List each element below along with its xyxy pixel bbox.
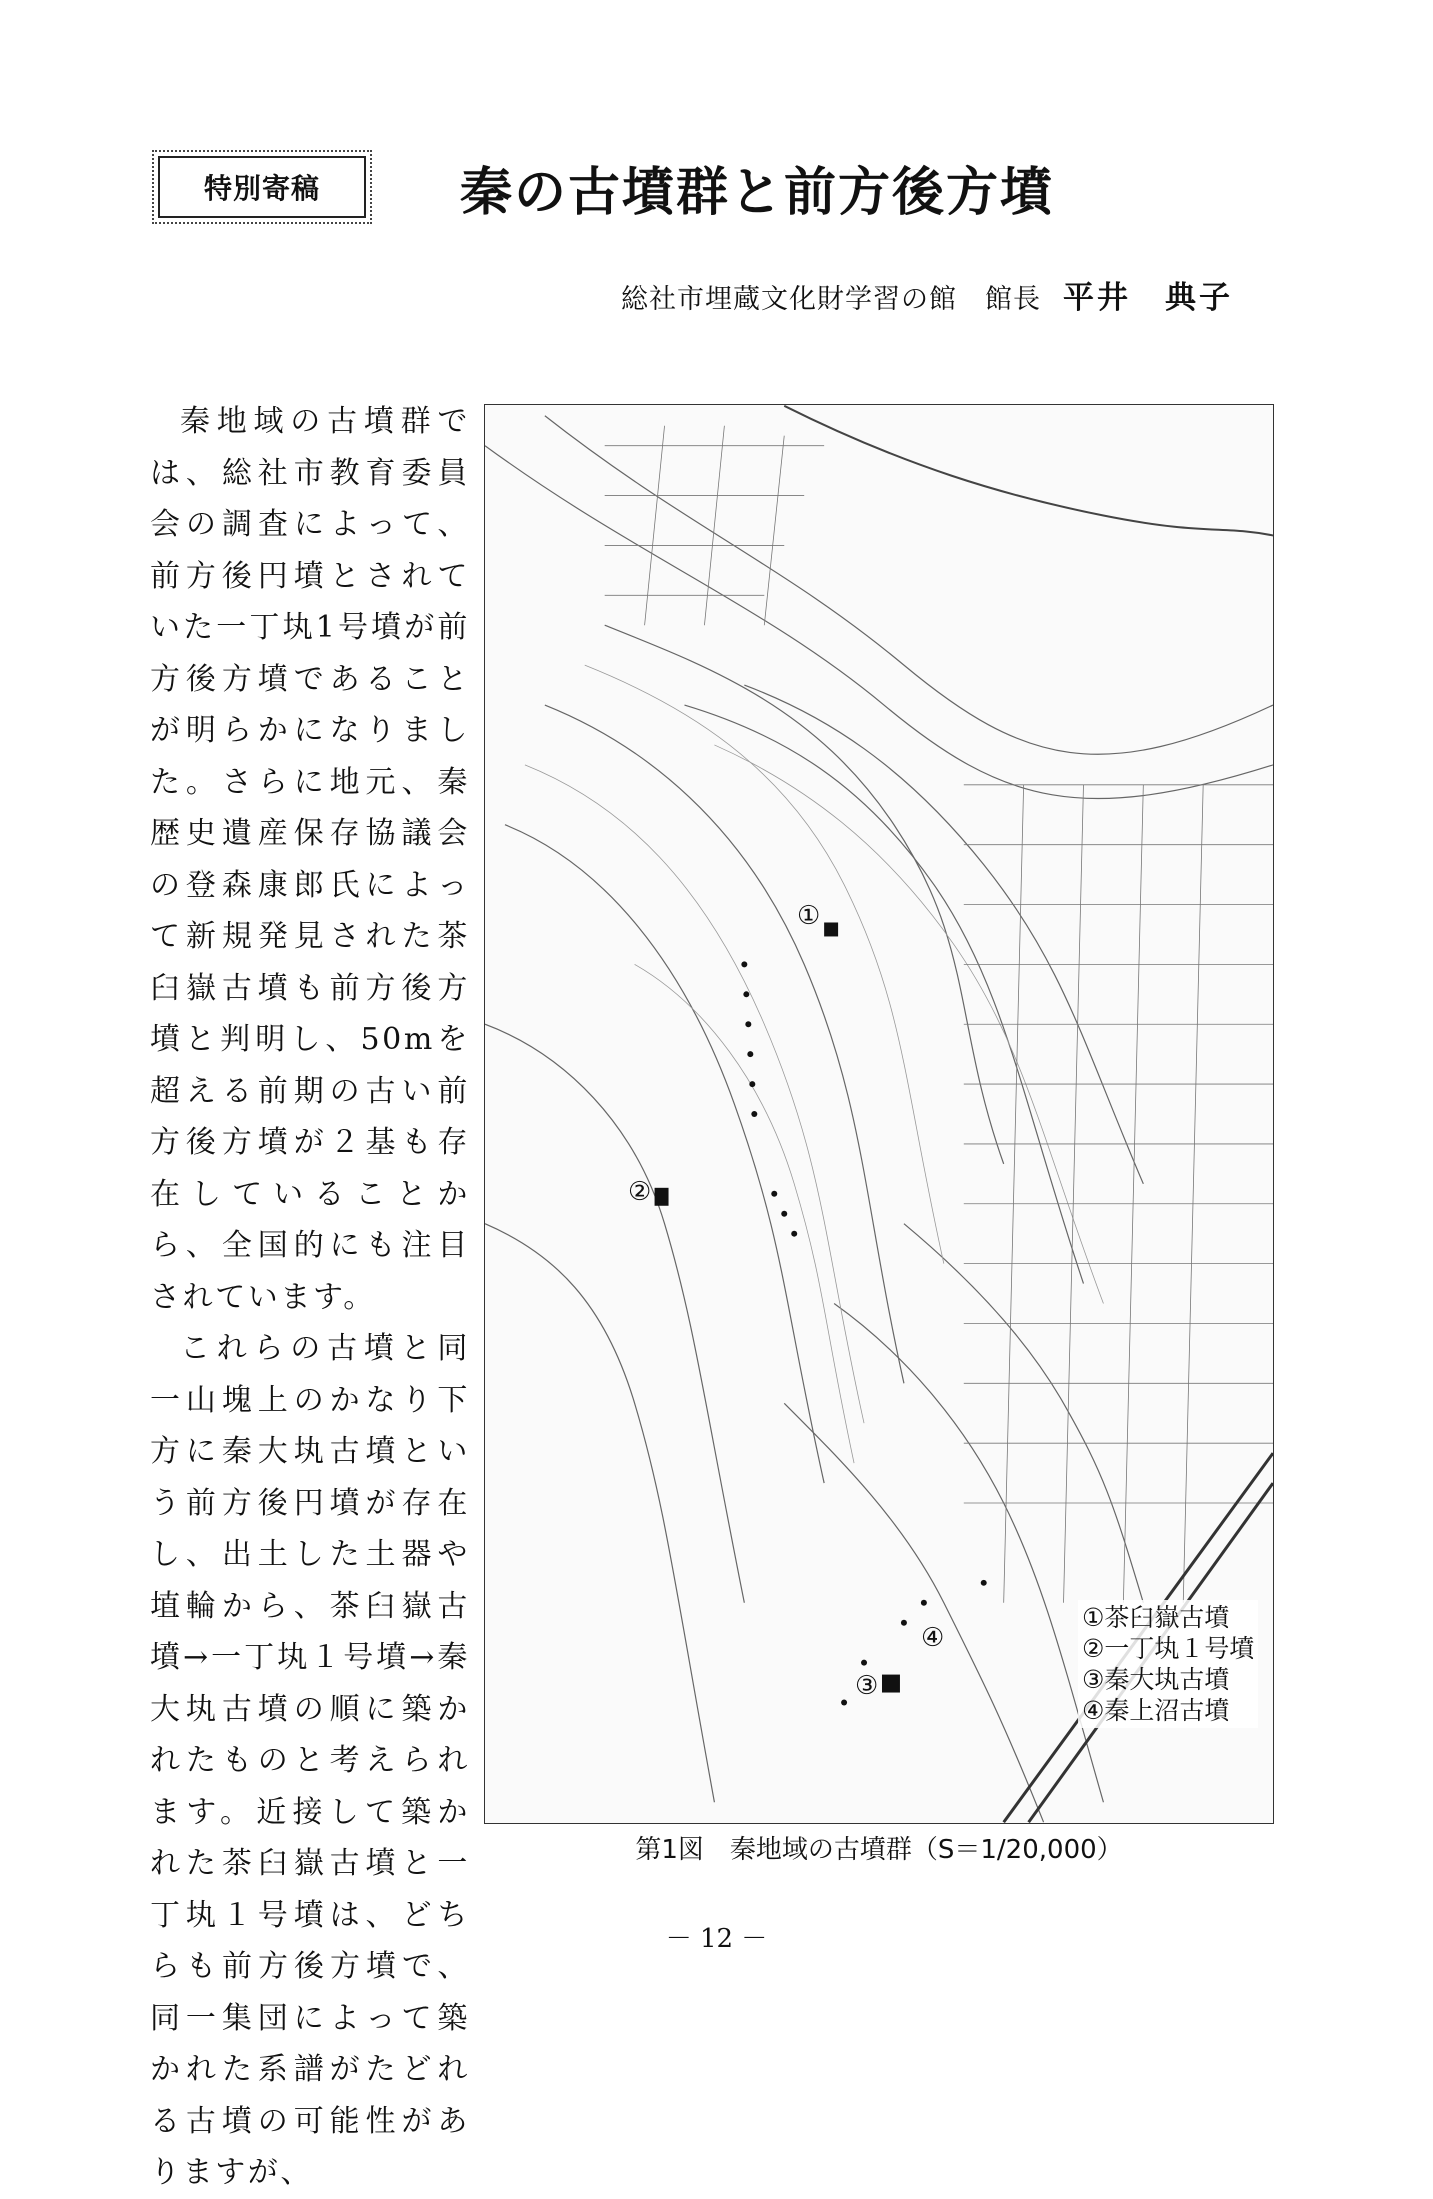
- site-marker-1: ①: [797, 901, 821, 931]
- byline: [621, 272, 1233, 317]
- author-affiliation: 総社市埋蔵文化財学習の館 館長: [621, 284, 1041, 315]
- legend-item: ①茶臼嶽古墳: [1082, 1603, 1230, 1632]
- legend-item: ④秦上沼古墳: [1082, 1696, 1230, 1725]
- paragraph: これらの古墳と同一山塊上のかなり下方に秦大𡉕古墳という前方後円墳が存在し、出土した土器や埴輪から、茶臼嶽古墳→一丁𡉕１号墳→秦大𡉕古墳の順に築かれたものと考えられます。近接して築かれた茶臼嶽古墳と一丁𡉕１号墳は、どちらも前方後方墳で、同一集団によって築かれた系譜がたどれる古墳の可能性がありますが、: [150, 1331, 470, 2190]
- article-title: 秦の古墳群と前方後方墳: [460, 162, 1055, 223]
- paragraph: 秦地域の古墳群では、総社市教育委員会の調査によって、前方後円墳とされていた一丁𡉕1号墳が前方後方墳であることが明らかになりました。さらに地元、秦歴史遺産保存協議会の登森康郎氏によって新規発見された茶臼嶽古墳も前方後方墳と判明し、50mを超える前期の古い前方後方墳が２基も存在していることから、全国的にも注目されています。: [150, 404, 470, 1315]
- legend-item: ③秦大𡉕古墳: [1082, 1665, 1230, 1694]
- article-category-badge: 特別寄稿: [158, 156, 366, 218]
- site-marker-2: ②: [628, 1177, 652, 1207]
- figure-caption: 第1図 秦地域の古墳群（S＝1/20,000）: [635, 1835, 1123, 1865]
- map-legend: [1078, 1600, 1258, 1728]
- page-number: － 12 －: [665, 1924, 768, 1954]
- author-name: 平井 典子: [1063, 280, 1233, 316]
- site-marker-4: ④: [921, 1623, 945, 1653]
- site-marker-3: ③: [855, 1671, 879, 1701]
- legend-item: ②一丁𡉕１号墳: [1082, 1634, 1255, 1663]
